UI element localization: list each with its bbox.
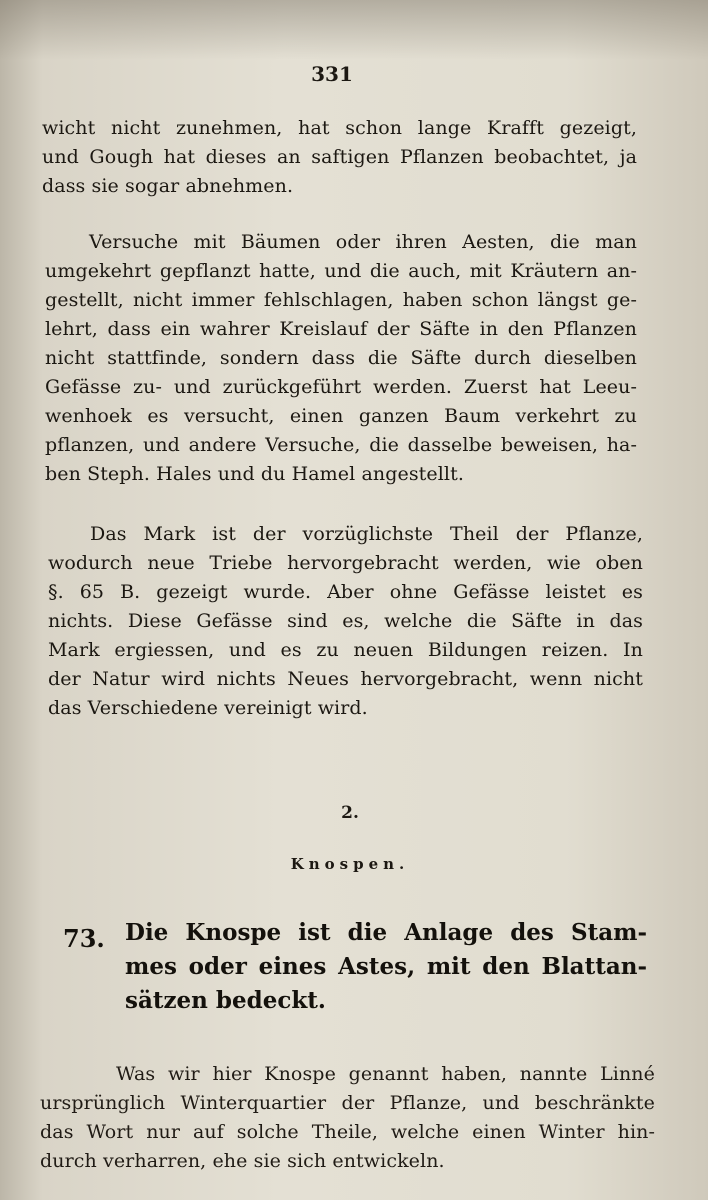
text-line: Versuche mit Bäumen oder ihren Aesten, die man [89, 231, 637, 253]
text-line: das Verschiedene vereinigt wird. [48, 697, 368, 719]
page-number: 331 [311, 62, 353, 86]
text-line: das Wort nur auf solche Theile, welche einen Winter hin- [40, 1121, 655, 1143]
text-line: pflanzen, und andere Versuche, die dasselbe beweisen, ha- [45, 434, 637, 456]
page-shadow [0, 0, 708, 60]
text-line: der Natur wird nichts Neues hervorgebracht, wenn nicht [48, 668, 643, 690]
text-line: Das Mark ist der vorzüglichste Theil der Pflanze, [90, 523, 643, 545]
paragraph-3 [48, 520, 643, 723]
text-line: umgekehrt gepflanzt hatte, und die auch, mit Kräutern an- [45, 260, 637, 282]
text-line: wicht nicht zunehmen, hat schon lange Krafft gezeigt, [42, 117, 637, 139]
paragraph-2 [45, 228, 637, 489]
text-line: Was wir hier Knospe genannt haben, nannte Linné [116, 1063, 655, 1085]
text-line: durch verharren, ehe sie sich entwickeln. [40, 1150, 445, 1172]
text-line: Gefässe zu- und zurückgeführt werden. Zuerst hat Leeu- [45, 376, 637, 398]
text-line: nicht stattfinde, sondern dass die Säfte durch dieselben [45, 347, 637, 369]
text-line: gestellt, nicht immer fehlschlagen, haben schon längst ge- [45, 289, 637, 311]
text-line: ursprünglich Winterquartier der Pflanze, und beschränkte [40, 1092, 655, 1114]
text-line: wodurch neue Triebe hervorgebracht werden, wie oben [48, 552, 643, 574]
section-number: 73. [63, 924, 105, 953]
subsection-number: 2. [341, 803, 359, 823]
title-line: sätzen bedeckt. [125, 987, 326, 1014]
title-line: Die Knospe ist die Anlage des Stam- [125, 919, 647, 946]
paragraph-1 [42, 114, 637, 201]
final-paragraph [40, 1060, 655, 1176]
section-title [125, 916, 647, 1018]
text-line: Mark ergiessen, und es zu neuen Bildungen reizen. In [48, 639, 643, 661]
subsection-heading: Knospen. [290, 855, 410, 873]
text-line: wenhoek es versucht, einen ganzen Baum verkehrt zu [45, 405, 637, 427]
text-line: ben Steph. Hales und du Hamel angestellt. [45, 463, 464, 485]
title-line: mes oder eines Astes, mit den Blattan- [125, 953, 647, 980]
text-line: und Gough hat dieses an saftigen Pflanzen beobachtet, ja [42, 146, 637, 168]
text-line: dass sie sogar abnehmen. [42, 175, 294, 197]
text-line: nichts. Diese Gefässe sind es, welche die Säfte in das [48, 610, 643, 632]
text-line: lehrt, dass ein wahrer Kreislauf der Säfte in den Pflanzen [45, 318, 637, 340]
text-line: §. 65 B. gezeigt wurde. Aber ohne Gefässe leistet es [48, 581, 643, 603]
